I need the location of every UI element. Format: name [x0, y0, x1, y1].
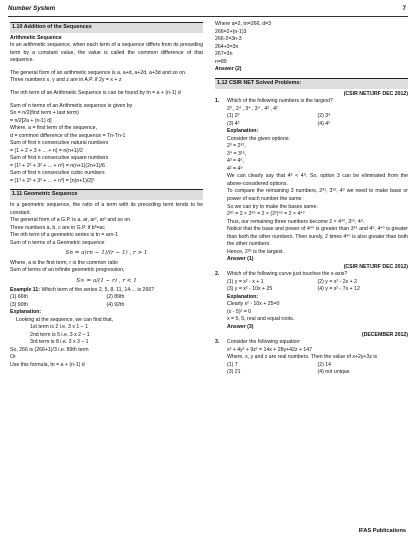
- question-list: 2³ , 2⁴ , 3⁴ , 3⁴ , 4³ , 4²: [227, 105, 278, 112]
- explanation-line: 2³ = 2⁸¹,: [227, 143, 246, 150]
- paragraph: Sum of first n consecutive natural numbers: [10, 140, 109, 147]
- question-options: [227, 279, 408, 294]
- formula-line: Sn = n/2(first term + last term): [10, 110, 79, 117]
- option: (4) y = x² - 7x + 12: [317, 286, 360, 293]
- explanation-label: Explanation:: [227, 128, 259, 135]
- explanation-line: Thus, our remaining three numbers become 2 × 4⁴⁰, 3¹⁶, 4⁹.: [227, 218, 365, 225]
- option: (1) 66th: [10, 294, 28, 301]
- paragraph: Sum of first n consecutive square numbers: [10, 155, 109, 162]
- paragraph: Where, a is the first term, r is the common ratio: [10, 259, 118, 266]
- paragraph: Sum of terms of an infinite geometric progression,: [10, 267, 125, 274]
- infinite-sum-formula: S∞ = a/(1 − r) , r < 1: [76, 277, 137, 284]
- example-text: Which term of the series 2, 5, 8, 11, 14.... is 266?: [41, 286, 155, 293]
- right-column: [215, 21, 408, 377]
- solution-line: 266=2+(n-1)3: [215, 28, 247, 35]
- explanation-line: 3rd term is 8 i.e. 3 x 3 – 1: [30, 339, 89, 346]
- explanation-label: Explanation:: [10, 309, 42, 316]
- source-tag: (CSIR NET/JRF DEC 2012): [343, 263, 408, 270]
- solution-line: Where a=2, tn=266, d=3: [215, 21, 272, 27]
- answer: Answer (3): [227, 324, 254, 331]
- source-tag: (CSIR NET/JRF DEC 2012): [343, 90, 408, 97]
- option: (2) 3⁴: [317, 113, 331, 120]
- formula-line: = (1² + 2² + 3² + ... + n²) = n(n+1)(2n+1)/6: [10, 162, 105, 169]
- option: (1) 2³: [227, 113, 240, 120]
- option: (4) 4²: [317, 120, 330, 127]
- solution-line: 264+3=3n: [215, 43, 239, 50]
- header-title: Number System: [8, 5, 56, 12]
- explanation-line: Consider the given options:: [227, 135, 290, 142]
- publisher-footer: IFAS Publications: [358, 527, 406, 534]
- paragraph: The general form of an arithmetic sequence is a, a+d, a+2d, a+3d and so on.: [10, 69, 187, 76]
- left-column: [10, 21, 203, 370]
- question-2: [215, 271, 408, 331]
- question-number: 1.: [215, 98, 220, 105]
- question-text: Which of the following curve just touches the x-axis?: [227, 271, 348, 278]
- question-text: Consider the following equation:: [227, 339, 301, 346]
- explanation-line: Looking at the sequence, we can find that,: [16, 316, 114, 323]
- explanation-label: Explanation:: [227, 293, 259, 300]
- paragraph: The general form of a G.P. is a, ar, ar², ar³ and so on.: [10, 217, 132, 224]
- solution-line: n=89: [215, 58, 227, 65]
- example-question: [10, 287, 203, 295]
- example-label: Example 11:: [10, 286, 40, 293]
- question-options: [227, 362, 408, 377]
- example-options: [10, 294, 203, 309]
- option: (2) 89th: [106, 294, 125, 301]
- question-1: [215, 98, 408, 264]
- explanation-line: 4² = 4⁹: [227, 165, 243, 172]
- paragraph: Sum of n terms of an Arithmetic sequence is given by: [10, 102, 133, 109]
- explanation-line: Or: [10, 354, 16, 361]
- explanation-line: To compare the remaining 3 numbers, 2⁸¹, 3¹⁶, 4⁹ we need to make base or power of each number the same.: [227, 188, 408, 202]
- explanation-line: 2nd term is 5 i.e. 3 x 2 – 1: [30, 331, 90, 338]
- explanation-line: Use this formula, tn = a + (n-1) d: [10, 362, 85, 368]
- formula-line: = (1 + 2 + 3 + ... + n) = n(n+1)/2: [10, 147, 83, 154]
- explanation-line: So, 266 is (266+1)/3 i.e. 89th term: [10, 346, 89, 353]
- section-heading: 1.11 Geometric Sequence: [10, 189, 203, 200]
- solution-line: 267=3n: [215, 51, 233, 58]
- option: (4) not unique: [317, 369, 350, 376]
- solution-line: 266-2=3n-3: [215, 36, 242, 43]
- option: (1) 7: [227, 361, 238, 368]
- explanation-line: 4³ = 4⁶,: [227, 158, 244, 165]
- question-number: 3.: [215, 339, 220, 346]
- formula-line: = (1³ + 2³ + 3³ + ... + n³) = [n(n+1)/2]²: [10, 177, 95, 184]
- question-3: [215, 339, 408, 377]
- option: (4) 92th: [106, 301, 125, 308]
- paragraph: Three numbers x, y and z are in A.P. if 2y = x + z: [10, 77, 122, 84]
- paragraph: Sum of n terms of a Geometric sequence: [10, 239, 105, 246]
- option: (3) y = x² - 10x + 25: [227, 286, 273, 293]
- question-number: 2.: [215, 271, 220, 278]
- option: (1) y = x² - x + 1: [227, 278, 264, 285]
- paragraph: In an arithmetic sequence, when each term of a sequence differs from its preceding term by a constant value, the value is called the common difference of that sequence.: [10, 42, 203, 64]
- formula-line: = n/2[2a + (n-1) d]: [10, 117, 52, 124]
- equation: x² + 4y² + 9z² = 14x + 28y+42z + 147: [227, 346, 313, 353]
- paragraph: The nth term of a geometric series is tn = arn-1: [10, 232, 118, 239]
- section-heading: 1.10 Addition of the Sequences: [10, 22, 203, 33]
- paragraph: d = common difference of the sequence = Tn-Tn-1: [10, 132, 126, 139]
- subheading: Arithmetic Sequence: [10, 34, 62, 41]
- option: (3) 21: [227, 369, 241, 376]
- explanation-line: Notice that the base and power of 4⁴⁰ is greater than 3¹⁶ and 4⁹, 4⁴⁰ is greater than both the other numbers. Then surely, 2 times 4⁴⁰ is also greater than both the other numbers.: [227, 226, 408, 248]
- explanation-line: We can clearly say that 4⁶ < 4⁹. So, option 3 can be eliminated from the above-considered options.: [227, 173, 408, 187]
- explanation-line: (x - 5)² = 0: [227, 308, 252, 315]
- question-options: [227, 113, 408, 128]
- answer: Answer (2): [215, 66, 242, 73]
- question-text: Which of the following numbers is the largest?: [227, 98, 333, 105]
- option: (3) 90th: [10, 301, 28, 308]
- section-heading: 1.12 CSIR NET Solved Problems:: [215, 78, 408, 89]
- paragraph: Where, a = first term of the sequence,: [10, 125, 97, 132]
- option: (2) y = x² - 2x + 2: [317, 278, 357, 285]
- paragraph: Sum of first n consecutive cubic numbers: [10, 170, 105, 177]
- explanation-line: 1st term is 2 i.e. 3 x 1 – 1: [30, 324, 88, 331]
- explanation-line: Clearly x² - 10x + 25=0: [227, 301, 280, 308]
- option: (2) 14: [317, 361, 332, 368]
- explanation-line: 3⁴ = 3¹⁶,: [227, 150, 247, 157]
- paragraph: In a geometric sequence, the ratio of a term with its preceding term tends to be constant.: [10, 202, 203, 216]
- page-header: [8, 5, 408, 17]
- explanation-line: x = 5, 5, real and equal roots.: [227, 316, 295, 323]
- paragraph: Three numbers a, b, c are in G.P. if b²=ac: [10, 224, 105, 231]
- question-text: Where, x, y and z are real numbers. Then the value of x+2y+3z is: [227, 354, 378, 361]
- explanation-line: Hence, 2⁸¹ is the largest.: [227, 248, 284, 255]
- explanation-line: 2⁸¹ = 2 × 2⁸⁰ = 2 × (2²)⁴⁰ = 2 × 4⁴⁰: [227, 211, 305, 218]
- paragraph: The nth term of an Arithmetic Sequence is can be found by tn = a + (n-1) d: [10, 90, 181, 97]
- page-number: 7: [402, 5, 406, 12]
- option: (3) 4³: [227, 120, 240, 127]
- explanation-line: So we can try to make the bases same.: [227, 203, 318, 210]
- answer: Answer (1): [227, 256, 254, 263]
- geometric-sum-formula: Sn = a(rn − 1)/(r − 1) , r > 1: [65, 250, 148, 257]
- source-tag: (DECEMBER 2012): [361, 331, 408, 338]
